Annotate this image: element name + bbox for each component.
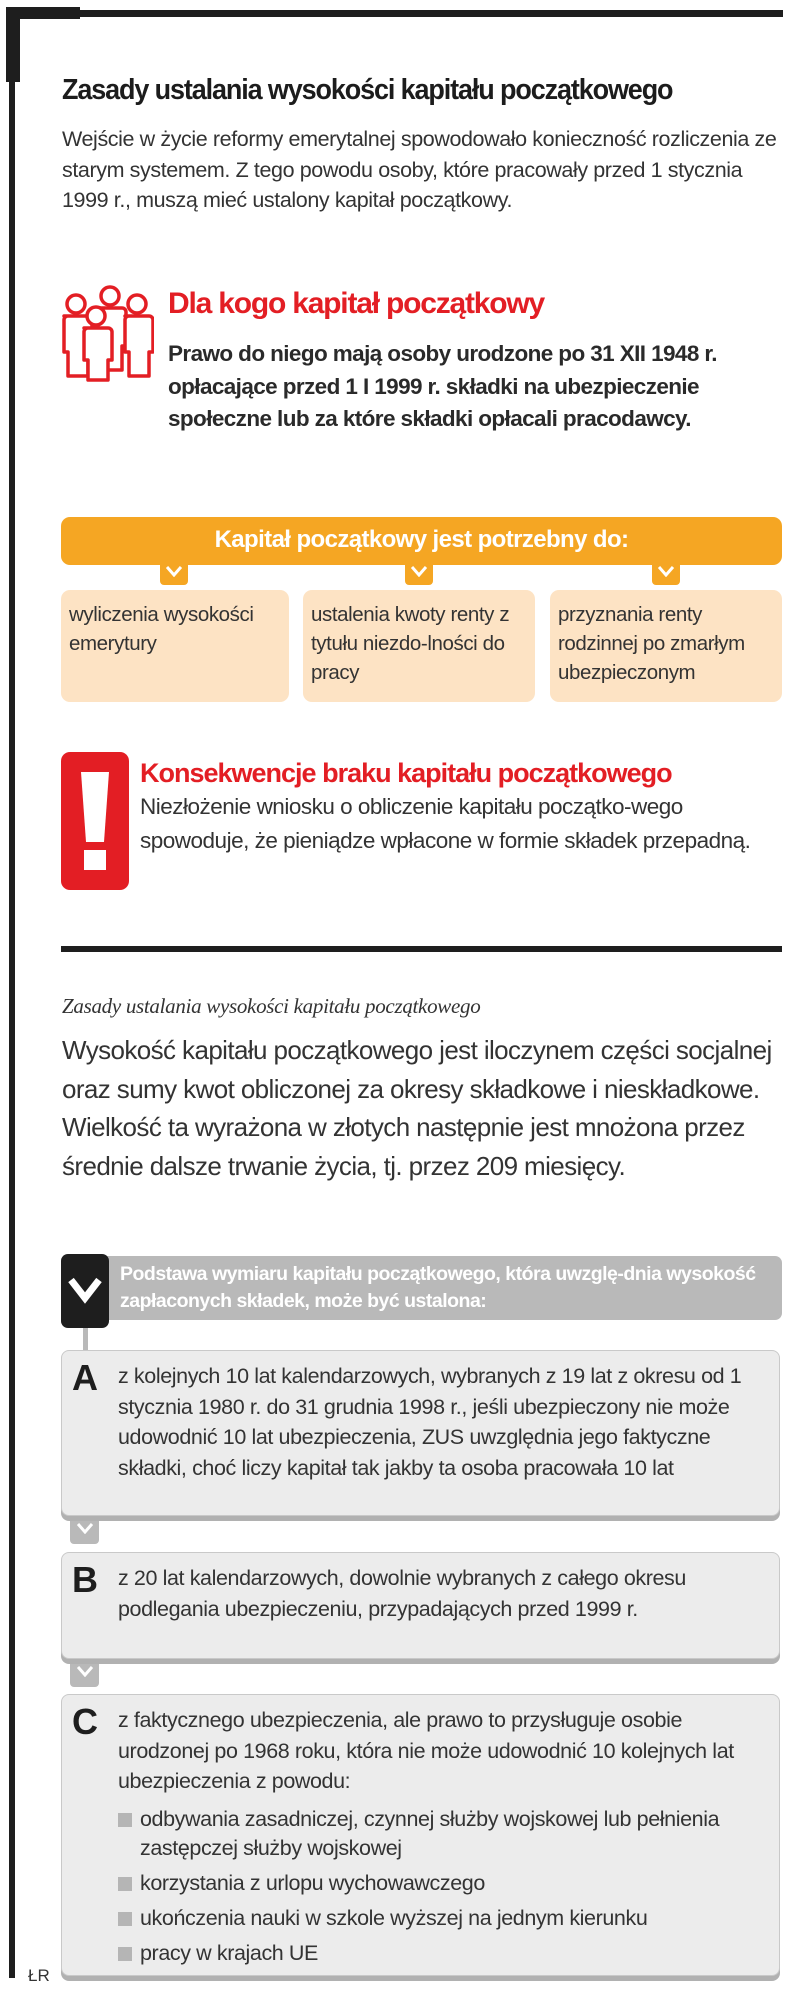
rules-subtitle: Zasady ustalania wysokości kapitału początkowego — [62, 994, 481, 1018]
rules-paragraph: Wysokość kapitału początkowego jest iloczynem części socjalnej oraz sumy kwot obliczonej za okresy składkowe i nieskładkowe. Wielkość ta wyrażona w złotych następnie jest mnożona przez średnie dalsze trwanie życia, tj. przez 209 miesięcy. — [62, 1035, 772, 1181]
consequences-heading: Konsekwencje braku kapitału początkowego — [140, 758, 672, 788]
basis-heading: Podstawa wymiaru kapitału początkowego, która uwzglę-dnia wysokość zapłaconych składek, może być ustalona: — [100, 1256, 782, 1320]
chevron-down-icon — [160, 563, 188, 585]
page-title: Zasady ustalania wysokości kapitału początkowego — [62, 74, 673, 106]
option-text: z kolejnych 10 lat kalendarzowych, wybranych z 19 lat z okresu od 1 stycznia 1980 r. do 31 grudnia 1998 r., jeśli ubezpieczony nie może udowodnić 10 lat ubezpieczenia, ZUS uwzględnia jego faktyczne składki, choć liczy kapitał tak jakby ta osoba pracowała 10 lat — [118, 1364, 742, 1480]
needed-item: wyliczenia wysokości emerytury — [61, 590, 289, 702]
section-divider — [61, 946, 782, 952]
frame-top-rule — [8, 10, 783, 17]
square-bullet-icon — [118, 1813, 132, 1827]
square-bullet-icon — [118, 1877, 132, 1891]
needed-item: ustalenia kwoty renty z tytułu niezdo-lności do pracy — [303, 590, 535, 702]
exclamation-icon — [61, 752, 129, 890]
who-heading: Dla kogo kapitał początkowy — [168, 287, 545, 320]
option-letter: C — [72, 1701, 98, 1742]
bullet-item: odbywania zasadniczej, czynnej służby wojskowej lub pełnienia zastępczej służby wojskowej — [118, 1805, 768, 1863]
chevron-down-icon — [652, 563, 680, 585]
bullet-item: korzystania z urlopu wychowawczego — [118, 1869, 768, 1898]
chevron-down-icon — [61, 1254, 109, 1328]
option-letter: B — [72, 1559, 98, 1600]
option-text: z faktycznego ubezpieczenia, ale prawo to przysługuje osobie urodzonej po 1968 roku, która nie może udowodnić 10 kolejnych lat ubezpieczenia z powodu: — [118, 1708, 734, 1793]
author-credit: ŁR — [28, 1966, 50, 1985]
square-bullet-icon — [118, 1912, 132, 1926]
option-c — [61, 1694, 780, 1976]
connector-line — [83, 1326, 88, 1352]
who-body: Prawo do niego mają osoby urodzone po 31 XII 1948 r. opłacające przed 1 I 1999 r. składki na ubezpieczenie społeczne lub za które składki opłacali pracodawcy. — [168, 341, 717, 431]
bullet-item: ukończenia nauki w szkole wyższej na jednym kierunku — [118, 1904, 768, 1933]
needed-heading: Kapitał początkowy jest potrzebny do: — [61, 517, 782, 565]
intro-text: Wejście w życie reformy emerytalnej spowodowało konieczność rozliczenia ze starym systemem. Z tego powodu osoby, które pracowały przed 1 stycznia 1999 r., muszą mieć ustalony kapitał początkowy. — [62, 127, 777, 212]
chevron-down-icon — [405, 563, 433, 585]
option-letter: A — [72, 1357, 98, 1398]
needed-item: przyznania renty rodzinnej po zmarłym ubezpieczonym — [550, 590, 782, 702]
chevron-down-icon — [70, 1664, 99, 1687]
bullet-list — [118, 1805, 768, 1974]
chevron-down-icon — [70, 1521, 99, 1544]
frame-left-rule — [9, 80, 15, 1978]
square-bullet-icon — [118, 1947, 132, 1961]
people-group-icon — [58, 282, 154, 382]
option-b — [61, 1552, 780, 1659]
bullet-item: pracy w krajach UE — [118, 1939, 768, 1968]
frame-left-thick — [6, 7, 20, 82]
consequences-body: Niezłożenie wniosku o obliczenie kapitału początko-wego spowoduje, że pieniądze wpłacone w formie składek przepadną. — [140, 794, 751, 853]
option-text: z 20 lat kalendarzowych, dowolnie wybranych z całego okresu podlegania ubezpieczeniu, przypadających przed 1999 r. — [118, 1566, 686, 1621]
option-a — [61, 1350, 780, 1516]
